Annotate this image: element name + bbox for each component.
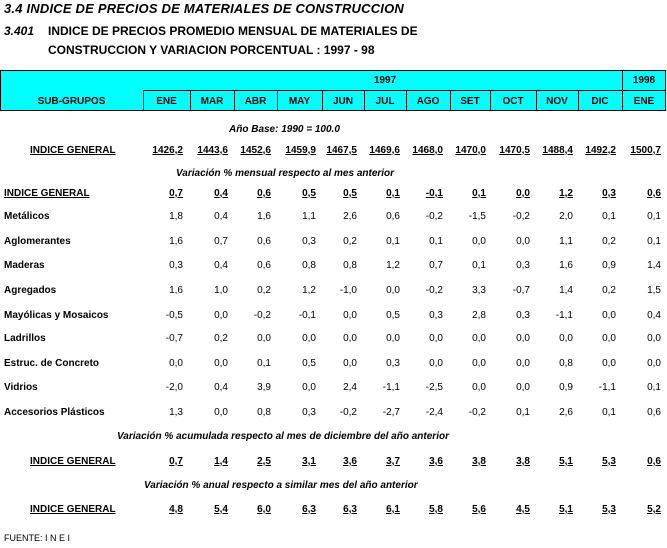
row-label: INDICE GENERAL bbox=[4, 188, 90, 199]
table-cell: 0,5 bbox=[302, 358, 316, 369]
table-cell: 6,3 bbox=[302, 504, 316, 515]
table-cell: 0,4 bbox=[214, 211, 228, 222]
table-cell: 5,6 bbox=[472, 504, 486, 515]
table-cell: 2,6 bbox=[343, 211, 357, 222]
table-cell: 3,1 bbox=[302, 456, 316, 467]
month-header: ABR bbox=[244, 96, 267, 107]
table-cell: 1,2 bbox=[386, 260, 400, 271]
table-cell: -0,7 bbox=[165, 333, 183, 344]
table-cell: 0,9 bbox=[602, 260, 616, 271]
table-cell: -2,5 bbox=[425, 382, 443, 393]
month-header: JUN bbox=[332, 96, 353, 107]
month-header: NOV bbox=[546, 96, 568, 107]
table-cell: 0,6 bbox=[257, 236, 271, 247]
table-cell: -1,1 bbox=[382, 382, 400, 393]
table-cell: -0,2 bbox=[339, 407, 357, 418]
table-cell: 3,6 bbox=[343, 456, 357, 467]
table-cell: 1500,7 bbox=[630, 145, 661, 156]
table-cell: 0,1 bbox=[429, 236, 443, 247]
table-cell: 0,3 bbox=[602, 188, 616, 199]
year-1997-label: 1997 bbox=[373, 75, 397, 86]
table-cell: 0,0 bbox=[429, 333, 443, 344]
table-cell: 1,4 bbox=[214, 456, 228, 467]
row-label: Ladrillos bbox=[4, 333, 46, 344]
table-cell: 0,7 bbox=[169, 188, 183, 199]
table-cell: -0,1 bbox=[425, 188, 443, 199]
row-label: Accesorios Plásticos bbox=[4, 407, 105, 418]
month-header: ENE bbox=[633, 96, 655, 107]
table-cell: 0,2 bbox=[343, 236, 357, 247]
table-cell: 0,1 bbox=[602, 211, 616, 222]
table-cell: -0,1 bbox=[298, 310, 316, 321]
table-cell: 0,2 bbox=[602, 285, 616, 296]
row-label: Aglomerantes bbox=[4, 236, 71, 247]
table-cell: 0,7 bbox=[214, 236, 228, 247]
table-cell: 0,8 bbox=[257, 407, 271, 418]
table-cell: 1,4 bbox=[647, 260, 661, 271]
table-header bbox=[0, 70, 666, 111]
table-cell: 6,0 bbox=[257, 504, 271, 515]
table-cell: 0,3 bbox=[302, 407, 316, 418]
table-cell: 1459,9 bbox=[285, 145, 316, 156]
table-cell: 0,0 bbox=[214, 407, 228, 418]
table-cell: 0,0 bbox=[602, 310, 616, 321]
row-label: INDICE GENERAL bbox=[30, 456, 116, 467]
table-cell: 0,5 bbox=[302, 188, 316, 199]
table-cell: 0,1 bbox=[516, 407, 530, 418]
table-cell: 2,4 bbox=[343, 382, 357, 393]
month-header: DIC bbox=[591, 96, 609, 107]
table-cell: 3,8 bbox=[516, 456, 530, 467]
table-cell: 1,2 bbox=[559, 188, 573, 199]
table-cell: 0,0 bbox=[302, 333, 316, 344]
table-cell: -1,0 bbox=[339, 285, 357, 296]
month-header: MAY bbox=[288, 96, 311, 107]
table-cell: 2,0 bbox=[559, 211, 573, 222]
table-cell: 0,6 bbox=[257, 260, 271, 271]
table-cell: 2,6 bbox=[559, 407, 573, 418]
table-cell: 1470,0 bbox=[455, 145, 486, 156]
table-cell: 5,1 bbox=[559, 456, 573, 467]
table-cell: 3,9 bbox=[257, 382, 271, 393]
table-cell: 0,1 bbox=[647, 382, 661, 393]
row-label: Maderas bbox=[4, 260, 45, 271]
table-cell: 0,1 bbox=[386, 236, 400, 247]
month-header: AGO bbox=[416, 96, 440, 107]
table-cell: 0,8 bbox=[302, 260, 316, 271]
table-cell: -2,4 bbox=[425, 407, 443, 418]
table-cell: -0,2 bbox=[425, 285, 443, 296]
table-cell: 5,4 bbox=[214, 504, 228, 515]
table-cell: 0,1 bbox=[257, 358, 271, 369]
table-cell: 0,6 bbox=[647, 407, 661, 418]
table-cell: 1,1 bbox=[302, 211, 316, 222]
table-cell: 0,0 bbox=[472, 358, 486, 369]
table-cell: 4,8 bbox=[169, 504, 183, 515]
table-cell: 0,6 bbox=[647, 456, 661, 467]
table-cell: 0,0 bbox=[386, 285, 400, 296]
table-cell: 2,8 bbox=[472, 310, 486, 321]
table-cell: 0,4 bbox=[214, 188, 228, 199]
table-cell: -0,5 bbox=[165, 310, 183, 321]
table-cell: 0,7 bbox=[429, 260, 443, 271]
table-cell: 5,8 bbox=[429, 504, 443, 515]
table-cell: 1,6 bbox=[169, 236, 183, 247]
table-cell: 1,5 bbox=[647, 285, 661, 296]
row-label: Agregados bbox=[4, 285, 57, 296]
table-cell: 1,6 bbox=[257, 211, 271, 222]
table-cell: -1,1 bbox=[555, 310, 573, 321]
table-cell: 0,0 bbox=[214, 310, 228, 321]
table-cell: 1,3 bbox=[169, 407, 183, 418]
table-cell: 0,0 bbox=[516, 333, 530, 344]
table-cell: 0,0 bbox=[214, 358, 228, 369]
table-cell: 0,6 bbox=[386, 211, 400, 222]
table-cell: 1,0 bbox=[214, 285, 228, 296]
table-cell: 0,3 bbox=[169, 260, 183, 271]
table-cell: -2,7 bbox=[382, 407, 400, 418]
table-cell: 0,1 bbox=[472, 260, 486, 271]
table-cell: 0,0 bbox=[386, 333, 400, 344]
table-title-line1: INDICE DE PRECIOS PROMEDIO MENSUAL DE MATERIALES DE bbox=[48, 24, 418, 38]
table-cell: 2,5 bbox=[257, 456, 271, 467]
month-header: OCT bbox=[502, 96, 524, 107]
table-cell: -1,5 bbox=[468, 211, 486, 222]
table-cell: 0,1 bbox=[647, 211, 661, 222]
table-cell: 1426,2 bbox=[152, 145, 183, 156]
table-cell: 5,3 bbox=[602, 456, 616, 467]
row-label: INDICE GENERAL bbox=[30, 145, 116, 156]
table-cell: 0,0 bbox=[302, 382, 316, 393]
table-cell: 4,5 bbox=[516, 504, 530, 515]
section-title: Variación % acumulada respecto al mes de diciembre del año anterior bbox=[117, 431, 449, 442]
table-cell: 1,4 bbox=[559, 285, 573, 296]
table-cell: 0,2 bbox=[602, 236, 616, 247]
table-cell: 0,0 bbox=[602, 358, 616, 369]
table-cell: 0,3 bbox=[429, 310, 443, 321]
table-cell: 1443,6 bbox=[197, 145, 228, 156]
table-cell: 1,2 bbox=[302, 285, 316, 296]
month-header: SET bbox=[460, 96, 480, 107]
table-cell: 5,1 bbox=[559, 504, 573, 515]
page-title: 3.4 INDICE DE PRECIOS DE MATERIALES DE CONSTRUCCION bbox=[4, 1, 405, 16]
subgroups-header: SUB-GRUPOS bbox=[37, 96, 106, 107]
table-cell: 0,0 bbox=[343, 333, 357, 344]
table-cell: 0,0 bbox=[647, 358, 661, 369]
table-cell: 1,6 bbox=[169, 285, 183, 296]
table-cell: 0,0 bbox=[516, 358, 530, 369]
table-cell: 6,1 bbox=[386, 504, 400, 515]
table-cell: 0,8 bbox=[559, 358, 573, 369]
table-cell: 0,0 bbox=[472, 333, 486, 344]
table-cell: 0,3 bbox=[516, 310, 530, 321]
table-cell: 0,0 bbox=[647, 333, 661, 344]
table-cell: 0,0 bbox=[559, 333, 573, 344]
table-cell: 5,2 bbox=[647, 504, 661, 515]
table-cell: 0,0 bbox=[602, 333, 616, 344]
table-cell: -0,2 bbox=[468, 407, 486, 418]
table-cell: 0,9 bbox=[559, 382, 573, 393]
table-cell: -0,2 bbox=[425, 211, 443, 222]
table-cell: 0,0 bbox=[516, 382, 530, 393]
table-cell: 0,5 bbox=[343, 188, 357, 199]
table-cell: 0,5 bbox=[386, 310, 400, 321]
section-title: Variación % mensual respecto al mes anterior bbox=[176, 168, 395, 179]
table-title-line2: CONSTRUCCION Y VARIACION PORCENTUAL : 1997 - 98 bbox=[48, 43, 375, 57]
table-cell: 0,1 bbox=[472, 188, 486, 199]
table-cell: 5,3 bbox=[602, 504, 616, 515]
month-header: MAR bbox=[200, 96, 224, 107]
table-cell: 3,7 bbox=[386, 456, 400, 467]
row-label: Vidrios bbox=[4, 382, 38, 393]
table-cell: 1467,5 bbox=[326, 145, 357, 156]
table-number: 3.401 bbox=[4, 24, 35, 38]
table-cell: 0,0 bbox=[343, 358, 357, 369]
table-cell: 0,8 bbox=[343, 260, 357, 271]
table-cell: 1,6 bbox=[559, 260, 573, 271]
table-cell: -0,2 bbox=[512, 211, 530, 222]
table-cell: 6,3 bbox=[343, 504, 357, 515]
section-title: Variación % anual respecto a similar mes del año anterior bbox=[144, 480, 418, 491]
table-cell: 1452,6 bbox=[240, 145, 271, 156]
table-cell: 3,3 bbox=[472, 285, 486, 296]
table-cell: 0,1 bbox=[386, 188, 400, 199]
table-cell: 3,6 bbox=[429, 456, 443, 467]
table-cell: 0,3 bbox=[302, 236, 316, 247]
source-footer: FUENTE: I N E I bbox=[4, 533, 71, 543]
table-cell: 0,6 bbox=[647, 188, 661, 199]
month-header: ENE bbox=[156, 96, 177, 107]
table-cell: 1469,6 bbox=[369, 145, 400, 156]
table-cell: 0,0 bbox=[516, 236, 530, 247]
row-label: INDICE GENERAL bbox=[30, 504, 116, 515]
table-cell: -0,7 bbox=[512, 285, 530, 296]
table-cell: 1,8 bbox=[169, 211, 183, 222]
table-cell: 0,0 bbox=[516, 188, 530, 199]
table-cell: 0,0 bbox=[169, 358, 183, 369]
table-cell: 0,0 bbox=[257, 333, 271, 344]
table-cell: -0,2 bbox=[253, 310, 271, 321]
table-cell: -1,1 bbox=[598, 382, 616, 393]
table-cell: 0,4 bbox=[214, 382, 228, 393]
table-cell: 0,7 bbox=[169, 456, 183, 467]
row-label: Mayólicas y Mosaicos bbox=[4, 310, 109, 321]
table-cell: 3,8 bbox=[472, 456, 486, 467]
table-cell: 0,0 bbox=[472, 236, 486, 247]
table-cell: 0,6 bbox=[257, 188, 271, 199]
table-cell: 1488,4 bbox=[542, 145, 573, 156]
table-cell: 0,2 bbox=[257, 285, 271, 296]
table-cell: 0,4 bbox=[214, 260, 228, 271]
table-cell: 1,1 bbox=[559, 236, 573, 247]
table-cell: 0,0 bbox=[343, 310, 357, 321]
table-cell: -2,0 bbox=[165, 382, 183, 393]
row-label: Estruc. de Concreto bbox=[4, 358, 100, 369]
year-1998-label: 1998 bbox=[632, 75, 656, 86]
table-cell: 0,3 bbox=[386, 358, 400, 369]
table-cell: 0,1 bbox=[647, 236, 661, 247]
row-label: Metálicos bbox=[4, 211, 50, 222]
table-cell: 0,0 bbox=[472, 382, 486, 393]
table-cell: 0,0 bbox=[429, 358, 443, 369]
table-cell: 0,4 bbox=[647, 310, 661, 321]
table-cell: 0,2 bbox=[214, 333, 228, 344]
table-cell: 1470,5 bbox=[499, 145, 530, 156]
base-year-note: Año Base: 1990 = 100.0 bbox=[229, 124, 340, 135]
table-cell: 1492,2 bbox=[585, 145, 616, 156]
table-cell: 1468,0 bbox=[412, 145, 443, 156]
month-header: JUL bbox=[375, 96, 395, 107]
table-cell: 0,3 bbox=[516, 260, 530, 271]
table-cell: 0,1 bbox=[602, 407, 616, 418]
